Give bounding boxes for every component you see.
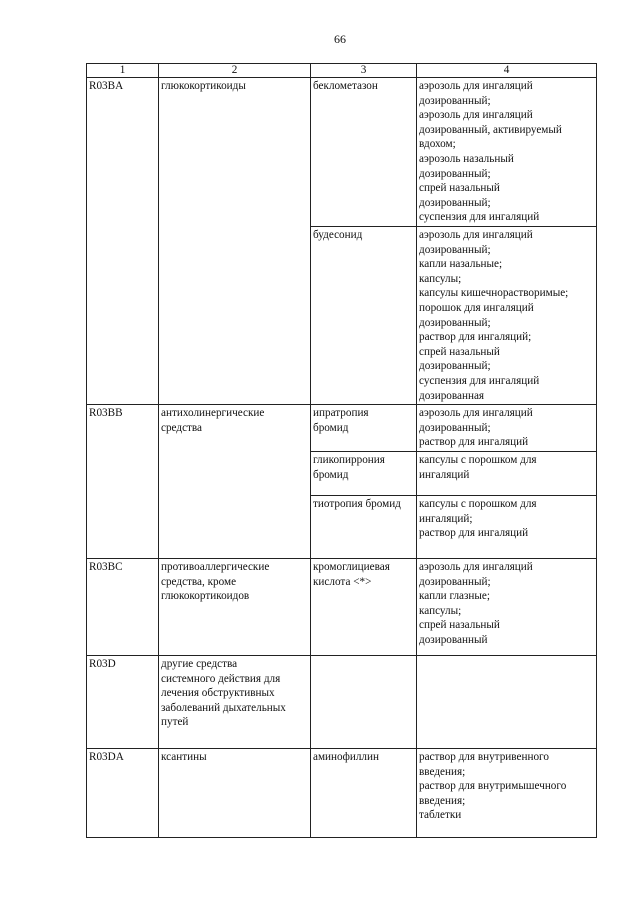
- group-line: глюкокортикоиды: [161, 80, 246, 92]
- atc-group: [159, 655, 311, 748]
- form-line: аэрозоль для ингаляций: [419, 80, 533, 92]
- dosage-forms: [417, 748, 597, 837]
- header-col-3: 3: [311, 64, 417, 78]
- atc-code: R03BB: [87, 405, 159, 559]
- group-line: путей: [161, 716, 189, 729]
- dosage-forms: [417, 78, 597, 227]
- drug-name: [311, 655, 417, 748]
- form-line: аэрозоль для ингаляций: [419, 560, 533, 573]
- drug-line: беклометазон: [313, 80, 378, 92]
- form-line: аэрозоль для ингаляций: [419, 407, 533, 420]
- form-line: капсулы с порошком для: [419, 453, 537, 466]
- dosage-forms: [417, 558, 597, 655]
- form-line: дозированный;: [419, 196, 491, 209]
- atc-code: R03DA: [87, 748, 159, 837]
- form-line: введения;: [419, 765, 466, 778]
- header-col-2: 2: [159, 64, 311, 78]
- form-line: дозированный;: [419, 421, 491, 434]
- form-line: раствор для внутримышечного: [419, 780, 567, 793]
- drug-line: ипратропия: [313, 407, 369, 420]
- drug-line: бромид: [313, 421, 349, 434]
- form-line: капсулы с порошком для: [419, 497, 537, 510]
- group-line: заболеваний дыхательных: [161, 701, 286, 714]
- form-line: дозированный;: [419, 575, 491, 588]
- group-line: системного действия для: [161, 672, 281, 685]
- header-col-1: 1: [87, 64, 159, 78]
- drug-line: гликопиррония: [313, 453, 385, 466]
- atc-code: R03BC: [87, 558, 159, 655]
- form-line: ингаляций;: [419, 512, 473, 525]
- drug-name: [311, 451, 417, 495]
- table-row: [87, 405, 597, 452]
- form-line: аэрозоль для ингаляций: [419, 109, 533, 122]
- form-line: раствор для внутривенного: [419, 750, 549, 763]
- atc-group: [159, 748, 311, 837]
- group-line: другие средства: [161, 657, 238, 670]
- form-line: спрей назальный: [419, 619, 500, 632]
- form-line: дозированный;: [419, 167, 491, 180]
- form-line: дозированный;: [419, 316, 491, 329]
- form-line: таблетки: [419, 809, 462, 822]
- form-line: капли глазные;: [419, 590, 491, 603]
- form-line: дозированный;: [419, 243, 491, 256]
- form-line: спрей назальный: [419, 345, 500, 358]
- form-line: суспензия для ингаляций: [419, 211, 540, 224]
- form-line: раствор для ингаляций: [419, 436, 529, 449]
- form-line: суспензия для ингаляций: [419, 374, 540, 387]
- table-row: [87, 78, 597, 227]
- page-number: 66: [334, 32, 346, 46]
- dosage-forms: [417, 655, 597, 748]
- table-row: [87, 558, 597, 655]
- drug-name: [311, 558, 417, 655]
- form-line: дозированный, активируемый: [419, 123, 562, 136]
- form-line: аэрозоль назальный: [419, 152, 514, 165]
- form-line: ингаляций: [419, 468, 470, 481]
- atc-code: R03D: [87, 655, 159, 748]
- form-line: капли назальные;: [419, 258, 503, 271]
- group-line: лечения обструктивных: [161, 687, 275, 700]
- drug-name: [311, 405, 417, 452]
- drug-line: кислота <*>: [313, 575, 372, 588]
- form-line: капсулы;: [419, 604, 462, 617]
- drug-name: [311, 227, 417, 405]
- form-line: раствор для ингаляций: [419, 527, 529, 540]
- atc-group: [159, 558, 311, 655]
- form-line: дозированная: [419, 389, 485, 402]
- drug-line: кромоглициевая: [313, 560, 390, 573]
- group-line: средства: [161, 421, 203, 434]
- form-line: раствор для ингаляций;: [419, 331, 532, 344]
- drug-line: будесонид: [313, 229, 363, 241]
- header-col-4: 4: [417, 64, 597, 78]
- form-line: введения;: [419, 794, 466, 807]
- form-line: дозированный;: [419, 360, 491, 373]
- form-line: капсулы кишечнорастворимые;: [419, 287, 569, 300]
- form-line: спрей назальный: [419, 182, 500, 195]
- group-line: антихолинергические: [161, 407, 265, 420]
- drug-name: [311, 495, 417, 558]
- form-line: капсулы;: [419, 272, 462, 285]
- form-line: аэрозоль для ингаляций: [419, 229, 533, 241]
- drug-line: аминофиллин: [313, 750, 379, 763]
- drug-line: бромид: [313, 468, 349, 481]
- dosage-forms: [417, 451, 597, 495]
- medication-table: [86, 63, 597, 838]
- group-line: глюкокортикоидов: [161, 590, 250, 603]
- atc-group: [159, 405, 311, 559]
- drug-line: тиотропия бромид: [313, 497, 401, 510]
- dosage-forms: [417, 227, 597, 405]
- form-line: вдохом;: [419, 138, 456, 151]
- drug-name: [311, 78, 417, 227]
- atc-code: R03BA: [87, 78, 159, 405]
- form-line: дозированный;: [419, 94, 491, 107]
- group-line: ксантины: [161, 750, 207, 763]
- form-line: дозированный: [419, 633, 488, 646]
- dosage-forms: [417, 495, 597, 558]
- group-line: средства, кроме: [161, 575, 237, 588]
- form-line: порошок для ингаляций: [419, 301, 534, 314]
- atc-group: [159, 78, 311, 405]
- header-row: [87, 64, 597, 78]
- table-row: [87, 655, 597, 748]
- table-row: [87, 748, 597, 837]
- group-line: противоаллергические: [161, 560, 270, 573]
- dosage-forms: [417, 405, 597, 452]
- drug-name: [311, 748, 417, 837]
